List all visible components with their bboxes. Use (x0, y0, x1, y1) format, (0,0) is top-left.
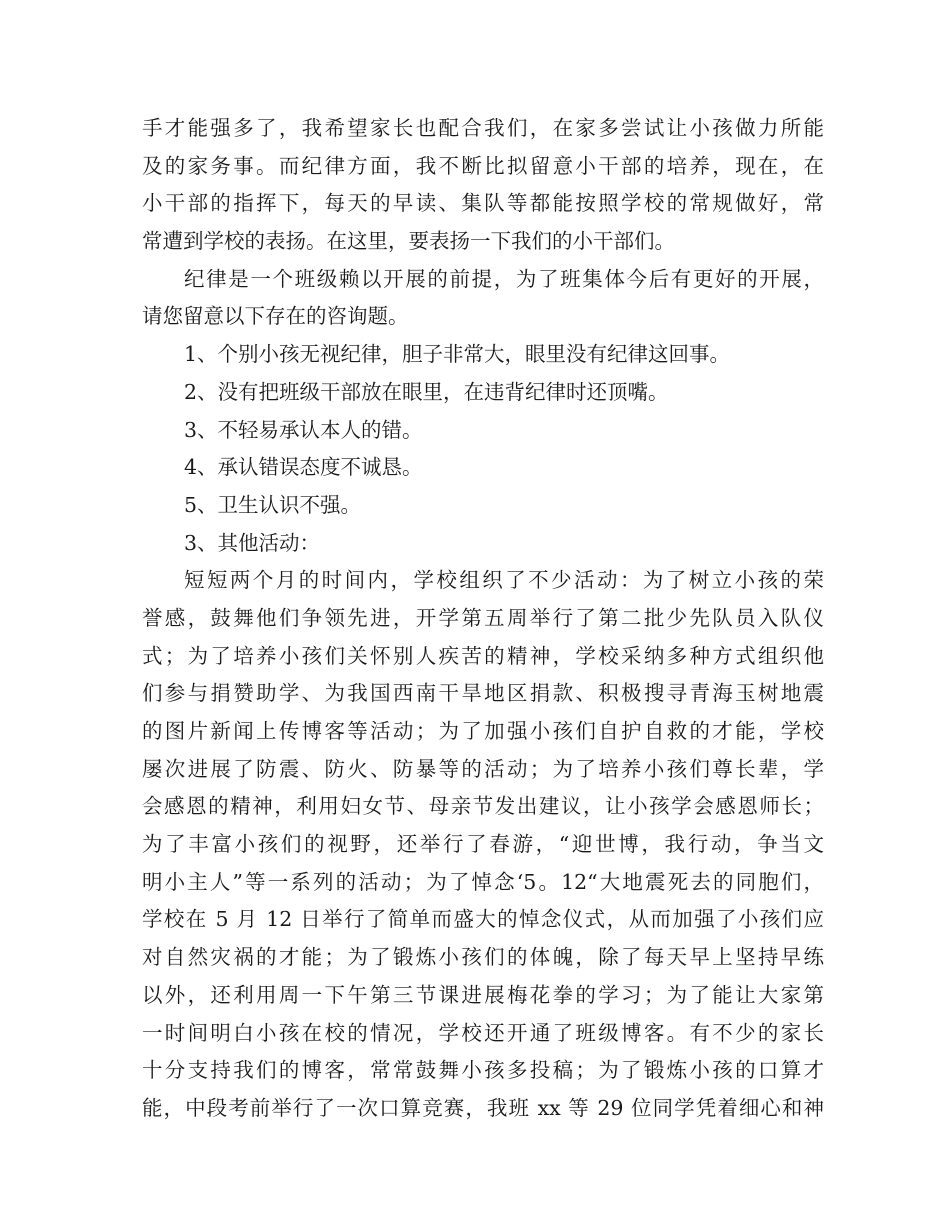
text-line: 4、承认错误态度不诚恳。 (184, 455, 423, 480)
text-line: 誉感，鼓舞他们争领先进，开学第五周举行了第二批少先队员入队仪 (142, 605, 824, 630)
text-line: 能，中段考前举行了一次口算竞赛，我班 xx 等 29 位同学凭着细心和神 (142, 1095, 824, 1120)
text-line: 手才能强多了，我希望家长也配合我们，在家多尝试让小孩做力所能 (142, 116, 824, 140)
text-line: 会感恩的精神，利用妇女节、母亲节发出建议，让小孩学会感恩师长； (142, 794, 824, 819)
text-line: 2、没有把班级干部放在眼里，在违背纪律时还顶嘴。 (184, 379, 669, 404)
text-line: 式；为了培养小孩们关怀别人疾苦的精神，学校采纳多种方式组织他 (142, 643, 824, 668)
text-line: 小干部的指挥下，每天的早读、集队等都能按照学校的常规做好，常 (142, 191, 824, 216)
text-line: 纪律是一个班级赖以开展的前提，为了班集体今后有更好的开展， (184, 266, 824, 291)
text-line: 一时间明白小孩在校的情况，学校还开通了班级博客。有不少的家长 (142, 1020, 824, 1045)
text-line: 及的家务事。而纪律方面，我不断比拟留意小干部的培养，现在，在 (142, 153, 824, 178)
text-line: 1、个别小孩无视纪律，胆子非常大，眼里没有纪律这回事。 (184, 342, 731, 367)
text-line: 对自然灾祸的才能；为了锻炼小孩们的体魄，除了每天早上坚持早练 (142, 945, 824, 970)
text-line: 短短两个月的时间内，学校组织了不少活动：为了树立小孩的荣 (184, 568, 824, 593)
text-line: 学校在 5 月 12 日举行了简单而盛大的悼念仪式，从而加强了小孩们应 (142, 907, 824, 932)
text-line: 5、卫生认识不强。 (184, 492, 362, 517)
text-line: 为了丰富小孩们的视野，还举行了春游，“迎世博，我行动，争当文 (142, 832, 824, 857)
text-line: 明小主人”等一系列的活动；为了悼念‘5。12“大地震死去的同胞们， (142, 869, 824, 894)
text-line: 请您留意以下存在的咨询题。 (142, 304, 409, 329)
document-body (142, 110, 824, 1128)
text-line: 3、不轻易承认本人的错。 (184, 417, 423, 442)
text-line: 常遭到学校的表扬。在这里，要表扬一下我们的小干部们。 (142, 229, 675, 254)
text-line: 以外，还利用周一下午第三节课进展梅花拳的学习；为了能让大家第 (142, 982, 824, 1007)
text-line: 们参与捐赞助学、为我国西南干旱地区捐款、积极搜寻青海玉树地震 (142, 681, 824, 706)
text-line: 3、其他活动： (184, 530, 321, 555)
text-line: 十分支持我们的博客，常常鼓舞小孩多投稿；为了锻炼小孩的口算才 (142, 1058, 824, 1083)
text-line: 的图片新闻上传博客等活动；为了加强小孩们自护自救的才能，学校 (142, 719, 824, 743)
text-line: 屡次进展了防震、防火、防暴等的活动；为了培养小孩们尊长辈，学 (142, 756, 824, 781)
